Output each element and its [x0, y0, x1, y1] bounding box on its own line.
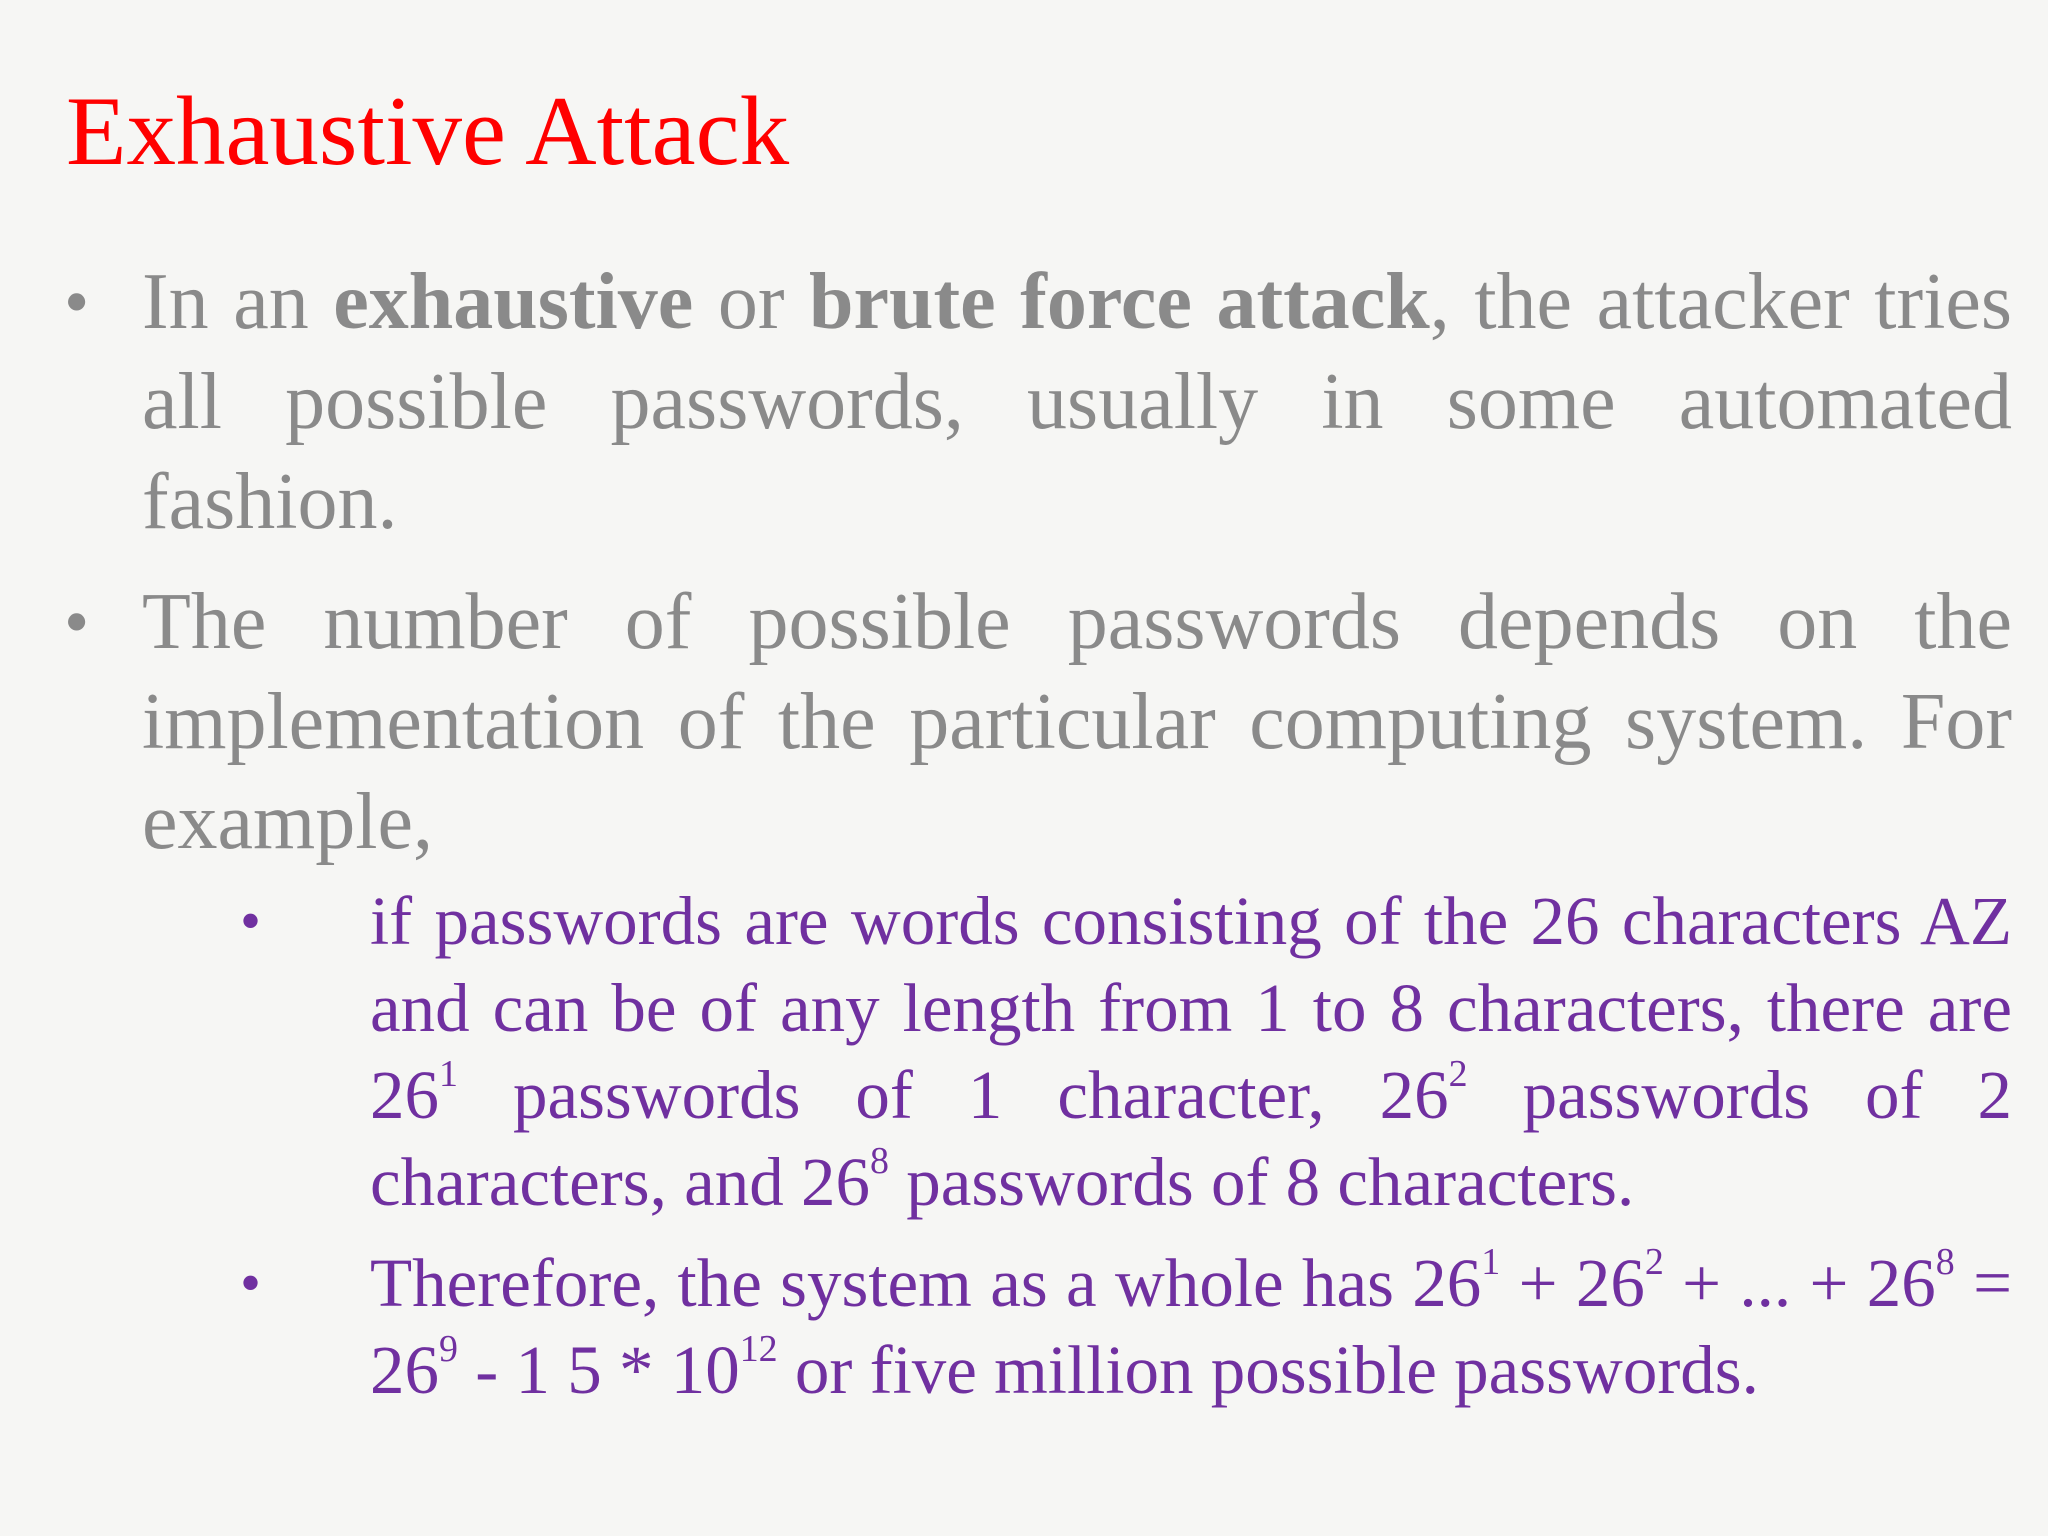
sub-bullet-text: Therefore, the system as a whole has 26 — [370, 1245, 1482, 1321]
bullet-exhaustive-attack — [64, 252, 2013, 552]
bullet-text: or — [693, 258, 810, 346]
exponent: 8 — [869, 1139, 889, 1182]
sub-bullet-text: if passwords are words consisting of the 26 characters AZ and can be of any length from 1 to 8 characters, there are 26 — [370, 883, 2012, 1133]
exponent: 1 — [1481, 1240, 1501, 1283]
exponent: 1 — [439, 1052, 458, 1095]
sub-bullet-text: + ... + 26 — [1663, 1245, 1936, 1321]
bullet-text: The number of possible passwords depends on the implementation of the particular computing system. For example, — [142, 578, 2012, 866]
sub-bullet-text: = 26 — [370, 1245, 2013, 1408]
sub-bullet-text: - 1 5 * 10 — [457, 1332, 740, 1408]
exponent: 2 — [1644, 1240, 1664, 1283]
sub-bullet-text: passwords of 8 characters. — [888, 1144, 1635, 1220]
sub-bullet-text: or five million possible passwords. — [777, 1332, 1759, 1408]
bullet-text: , the attacker tries all possible passwords, usually in some automated fashion. — [142, 258, 2013, 546]
sub-bullet-password-lengths — [240, 878, 2012, 1226]
exponent: 8 — [1935, 1240, 1955, 1283]
sub-bullet-text: + 26 — [1500, 1245, 1645, 1321]
exponent: 9 — [439, 1327, 458, 1370]
bullet-text: In an — [142, 258, 334, 346]
bullet-number-of-passwords — [64, 572, 2012, 872]
sub-bullet-text: passwords of 1 character, 26 — [457, 1057, 1449, 1133]
bullet-marker: • — [64, 262, 90, 342]
bold-term-exhaustive: exhaustive — [333, 258, 694, 346]
exponent: 2 — [1448, 1052, 1468, 1095]
sub-bullet-marker: • — [240, 1250, 262, 1316]
exponent: 12 — [739, 1327, 778, 1370]
sub-bullet-marker: • — [240, 888, 262, 954]
slide-title: Exhaustive Attack — [66, 77, 790, 186]
sub-bullet-total-passwords — [240, 1240, 2013, 1414]
bold-term-brute-force: brute force attack — [809, 258, 1430, 346]
sub-bullet-text: passwords of 2 characters, and 26 — [370, 1057, 2012, 1220]
bullet-marker: • — [64, 582, 90, 662]
